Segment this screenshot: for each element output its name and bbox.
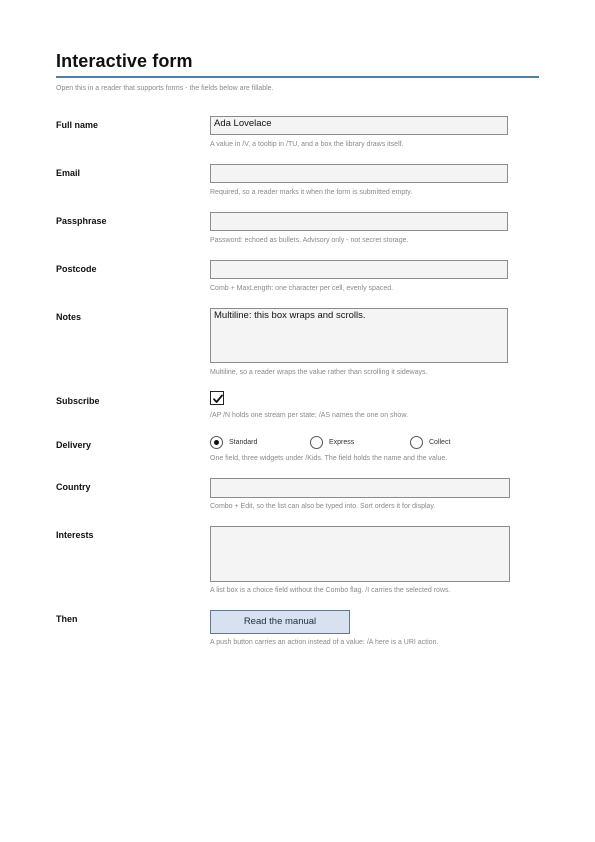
radio-label: Standard [229,439,258,446]
passphrase-hint: Password: echoed as bullets. Advisory only - not secret storage. [210,237,409,244]
notes-textarea[interactable] [210,308,508,363]
full-name-label: Full name [56,120,99,130]
subscribe-label: Subscribe [56,396,100,406]
notes-value: Multiline: this box wraps and scrolls. [214,310,366,321]
postcode-label: Postcode [56,264,97,274]
notes-hint: Multiline, so a reader wraps the value rather than scrolling it sideways. [210,369,428,376]
checkmark-icon [211,392,225,406]
subscribe-hint: /AP /N holds one stream per state; /AS names the one on show. [210,412,408,419]
country-label: Country [56,482,91,492]
radio-button[interactable] [210,436,223,449]
country-hint: Combo + Edit, so the list can also be typed into. Sort orders it for display. [210,503,436,510]
radio-button[interactable] [410,436,423,449]
notes-label: Notes [56,312,82,322]
page-title: Interactive form [56,51,193,71]
subscribe-checkbox[interactable] [210,391,224,405]
email-label: Email [56,168,81,178]
radio-button[interactable] [310,436,323,449]
read-manual-button[interactable]: Read the manual [210,610,350,634]
delivery-label: Delivery [56,440,92,450]
full-name-field[interactable] [210,116,508,135]
full-name-hint: A value in /V, a tooltip in /TU, and a box the library draws itself. [210,141,404,148]
country-combo[interactable] [210,478,510,498]
radio-label: Collect [429,439,451,446]
intro-text: Open this in a reader that supports forms - the fields below are fillable. [56,85,274,92]
title-rule [56,76,539,78]
interests-label: Interests [56,530,94,540]
email-hint: Required, so a reader marks it when the form is submitted empty. [210,189,413,196]
passphrase-label: Passphrase [56,216,107,226]
full-name-value: Ada Lovelace [214,118,272,129]
postcode-hint: Comb + MaxLength: one character per cell, evenly spaced. [210,285,394,292]
then-label: Then [56,614,78,624]
email-field[interactable] [210,164,508,183]
radio-selected-dot [214,440,219,445]
delivery-hint: One field, three widgets under /Kids. The field holds the name and the value. [210,455,448,462]
then-hint: A push button carries an action instead of a value: /A here is a URI action. [210,639,439,646]
interests-hint: A list box is a choice field without the Combo flag. /I carries the selected rows. [210,587,451,594]
radio-label: Express [329,439,355,446]
passphrase-field[interactable] [210,212,508,231]
interests-listbox[interactable] [210,526,510,582]
postcode-field[interactable] [210,260,508,279]
